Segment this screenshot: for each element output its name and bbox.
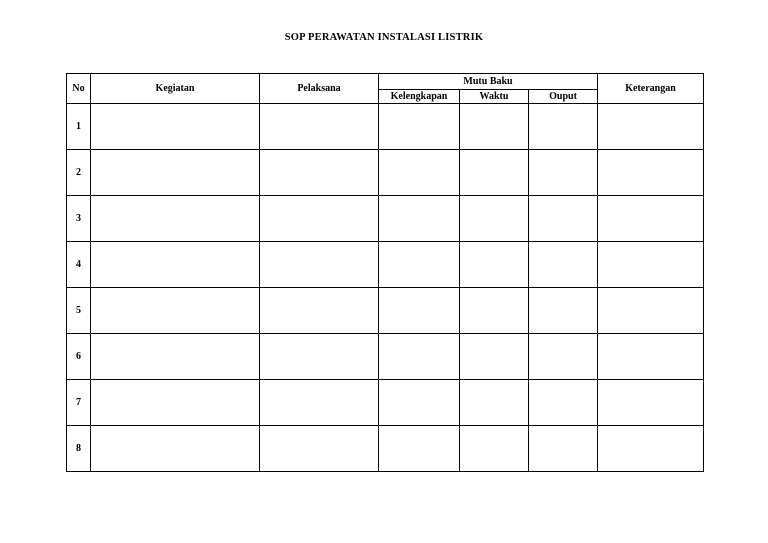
header-waktu: Waktu xyxy=(460,90,529,104)
cell-output[interactable] xyxy=(529,380,598,426)
cell-pelaksana[interactable] xyxy=(260,104,379,150)
cell-kelengkapan[interactable] xyxy=(379,334,460,380)
header-no: No xyxy=(67,74,91,104)
cell-no: 5 xyxy=(67,288,91,334)
cell-kelengkapan[interactable] xyxy=(379,104,460,150)
cell-kelengkapan[interactable] xyxy=(379,426,460,472)
cell-pelaksana[interactable] xyxy=(260,334,379,380)
header-kegiatan: Kegiatan xyxy=(91,74,260,104)
cell-keterangan[interactable] xyxy=(598,242,704,288)
cell-kegiatan[interactable] xyxy=(91,242,260,288)
table-row xyxy=(67,380,704,426)
cell-kegiatan[interactable] xyxy=(91,104,260,150)
cell-keterangan[interactable] xyxy=(598,334,704,380)
cell-waktu[interactable] xyxy=(460,380,529,426)
cell-no: 7 xyxy=(67,380,91,426)
cell-keterangan[interactable] xyxy=(598,426,704,472)
cell-waktu[interactable] xyxy=(460,196,529,242)
cell-keterangan[interactable] xyxy=(598,288,704,334)
cell-no: 6 xyxy=(67,334,91,380)
cell-kelengkapan[interactable] xyxy=(379,288,460,334)
cell-kelengkapan[interactable] xyxy=(379,150,460,196)
table-row xyxy=(67,242,704,288)
cell-output[interactable] xyxy=(529,426,598,472)
cell-keterangan[interactable] xyxy=(598,196,704,242)
cell-kegiatan[interactable] xyxy=(91,380,260,426)
cell-output[interactable] xyxy=(529,288,598,334)
cell-output[interactable] xyxy=(529,150,598,196)
table-row xyxy=(67,150,704,196)
cell-pelaksana[interactable] xyxy=(260,426,379,472)
cell-no: 1 xyxy=(67,104,91,150)
cell-output[interactable] xyxy=(529,334,598,380)
cell-pelaksana[interactable] xyxy=(260,196,379,242)
cell-kegiatan[interactable] xyxy=(91,426,260,472)
table-row xyxy=(67,426,704,472)
cell-waktu[interactable] xyxy=(460,334,529,380)
header-row xyxy=(67,74,704,90)
header-kelengkapan: Kelengkapan xyxy=(379,90,460,104)
cell-waktu[interactable] xyxy=(460,426,529,472)
table-row xyxy=(67,196,704,242)
cell-kegiatan[interactable] xyxy=(91,288,260,334)
header-keterangan: Keterangan xyxy=(598,74,704,104)
header-mutu-baku: Mutu Baku xyxy=(379,74,598,90)
cell-no: 4 xyxy=(67,242,91,288)
table-body xyxy=(67,104,704,472)
cell-pelaksana[interactable] xyxy=(260,150,379,196)
table-row xyxy=(67,104,704,150)
cell-kelengkapan[interactable] xyxy=(379,196,460,242)
cell-pelaksana[interactable] xyxy=(260,288,379,334)
cell-kegiatan[interactable] xyxy=(91,150,260,196)
cell-no: 8 xyxy=(67,426,91,472)
cell-kegiatan[interactable] xyxy=(91,334,260,380)
page-title: SOP PERAWATAN INSTALASI LISTRIK xyxy=(284,32,484,43)
cell-waktu[interactable] xyxy=(460,104,529,150)
cell-output[interactable] xyxy=(529,104,598,150)
sop-table xyxy=(66,73,704,472)
cell-no: 3 xyxy=(67,196,91,242)
cell-waktu[interactable] xyxy=(460,242,529,288)
cell-no: 2 xyxy=(67,150,91,196)
header-pelaksana: Pelaksana xyxy=(260,74,379,104)
cell-waktu[interactable] xyxy=(460,150,529,196)
header-output: Ouput xyxy=(529,90,598,104)
cell-output[interactable] xyxy=(529,196,598,242)
table-row xyxy=(67,334,704,380)
cell-keterangan[interactable] xyxy=(598,380,704,426)
cell-keterangan[interactable] xyxy=(598,104,704,150)
cell-output[interactable] xyxy=(529,242,598,288)
cell-keterangan[interactable] xyxy=(598,150,704,196)
cell-pelaksana[interactable] xyxy=(260,380,379,426)
cell-kegiatan[interactable] xyxy=(91,196,260,242)
table-row xyxy=(67,288,704,334)
cell-kelengkapan[interactable] xyxy=(379,242,460,288)
cell-waktu[interactable] xyxy=(460,288,529,334)
cell-kelengkapan[interactable] xyxy=(379,380,460,426)
cell-pelaksana[interactable] xyxy=(260,242,379,288)
